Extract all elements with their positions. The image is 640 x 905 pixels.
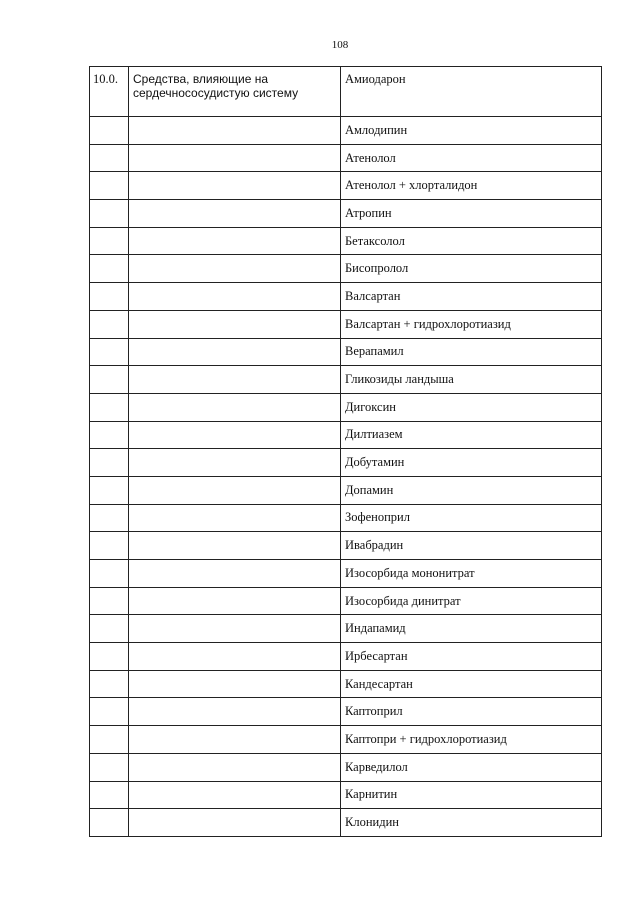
- empty-group-cell: [129, 421, 341, 449]
- table-row: [90, 587, 602, 615]
- empty-group-cell: [129, 449, 341, 477]
- table-row: [90, 615, 602, 643]
- drug-name: Бисопролол: [341, 255, 602, 283]
- empty-number-cell: [90, 587, 129, 615]
- empty-number-cell: [90, 670, 129, 698]
- empty-number-cell: [90, 615, 129, 643]
- table-row: [90, 310, 602, 338]
- empty-number-cell: [90, 283, 129, 311]
- drug-name: Ивабрадин: [341, 532, 602, 560]
- empty-group-cell: [129, 310, 341, 338]
- empty-group-cell: [129, 643, 341, 671]
- drug-name: Клонидин: [341, 809, 602, 837]
- table-row: [90, 393, 602, 421]
- drug-name: Валсартан + гидрохлоротиазид: [341, 310, 602, 338]
- table-row: [90, 643, 602, 671]
- empty-group-cell: [129, 476, 341, 504]
- empty-number-cell: [90, 809, 129, 837]
- drug-name: Изосорбида мононитрат: [341, 560, 602, 588]
- drug-name: Изосорбида динитрат: [341, 587, 602, 615]
- table-row: [90, 144, 602, 172]
- drug-name: Бетаксолол: [341, 227, 602, 255]
- table-row: [90, 366, 602, 394]
- drug-name: Амиодарон: [341, 67, 602, 117]
- drug-name: Зофеноприл: [341, 504, 602, 532]
- table-row: [90, 753, 602, 781]
- empty-group-cell: [129, 117, 341, 145]
- empty-number-cell: [90, 117, 129, 145]
- empty-number-cell: [90, 643, 129, 671]
- table-row: [90, 283, 602, 311]
- empty-number-cell: [90, 504, 129, 532]
- empty-number-cell: [90, 753, 129, 781]
- empty-number-cell: [90, 698, 129, 726]
- empty-number-cell: [90, 255, 129, 283]
- table-row: [90, 670, 602, 698]
- empty-number-cell: [90, 532, 129, 560]
- empty-group-cell: [129, 255, 341, 283]
- empty-number-cell: [90, 200, 129, 228]
- drug-name: Гликозиды ландыша: [341, 366, 602, 394]
- drug-name: Атенолол: [341, 144, 602, 172]
- table-row: [90, 726, 602, 754]
- table-row: [90, 255, 602, 283]
- drug-name: Кандесартан: [341, 670, 602, 698]
- empty-group-cell: [129, 200, 341, 228]
- empty-number-cell: [90, 227, 129, 255]
- drug-name: Добутамин: [341, 449, 602, 477]
- drug-name: Карведилол: [341, 753, 602, 781]
- table-row: [90, 809, 602, 837]
- empty-group-cell: [129, 227, 341, 255]
- drug-name: Каптопри + гидрохлоротиазид: [341, 726, 602, 754]
- empty-group-cell: [129, 560, 341, 588]
- empty-group-cell: [129, 726, 341, 754]
- empty-group-cell: [129, 172, 341, 200]
- section-number: 10.0.: [90, 67, 129, 117]
- empty-number-cell: [90, 781, 129, 809]
- empty-number-cell: [90, 726, 129, 754]
- empty-group-cell: [129, 781, 341, 809]
- empty-number-cell: [90, 476, 129, 504]
- table-row: [90, 227, 602, 255]
- table-row: [90, 200, 602, 228]
- empty-number-cell: [90, 310, 129, 338]
- table-row: [90, 67, 602, 117]
- table-row: [90, 476, 602, 504]
- empty-group-cell: [129, 283, 341, 311]
- drug-name: Амлодипин: [341, 117, 602, 145]
- table-row: [90, 117, 602, 145]
- empty-number-cell: [90, 144, 129, 172]
- drug-name: Дигоксин: [341, 393, 602, 421]
- empty-number-cell: [90, 393, 129, 421]
- group-name: Средства, влияющие на сердечнососудистую систему: [129, 67, 341, 117]
- empty-number-cell: [90, 449, 129, 477]
- table-row: [90, 504, 602, 532]
- empty-group-cell: [129, 670, 341, 698]
- drug-name: Верапамил: [341, 338, 602, 366]
- drug-name: Дилтиазем: [341, 421, 602, 449]
- drug-name: Валсартан: [341, 283, 602, 311]
- table-row: [90, 532, 602, 560]
- table-row: [90, 421, 602, 449]
- empty-group-cell: [129, 393, 341, 421]
- table-row: [90, 172, 602, 200]
- drug-table: [89, 66, 602, 837]
- table-row: [90, 338, 602, 366]
- empty-number-cell: [90, 172, 129, 200]
- empty-group-cell: [129, 504, 341, 532]
- empty-group-cell: [129, 144, 341, 172]
- empty-group-cell: [129, 615, 341, 643]
- drug-name: Индапамид: [341, 615, 602, 643]
- drug-name: Атенолол + хлорталидон: [341, 172, 602, 200]
- drug-name: Каптоприл: [341, 698, 602, 726]
- empty-number-cell: [90, 421, 129, 449]
- drug-name: Атропин: [341, 200, 602, 228]
- drug-name: Допамин: [341, 476, 602, 504]
- table-row: [90, 698, 602, 726]
- empty-group-cell: [129, 532, 341, 560]
- empty-number-cell: [90, 338, 129, 366]
- empty-group-cell: [129, 587, 341, 615]
- table-row: [90, 560, 602, 588]
- table-row: [90, 449, 602, 477]
- empty-group-cell: [129, 809, 341, 837]
- empty-group-cell: [129, 338, 341, 366]
- drug-name: Ирбесартан: [341, 643, 602, 671]
- table-row: [90, 781, 602, 809]
- page-number: 108: [331, 39, 349, 51]
- empty-group-cell: [129, 753, 341, 781]
- empty-group-cell: [129, 698, 341, 726]
- drug-name: Карнитин: [341, 781, 602, 809]
- empty-number-cell: [90, 560, 129, 588]
- empty-group-cell: [129, 366, 341, 394]
- empty-number-cell: [90, 366, 129, 394]
- drug-table-body: [90, 67, 602, 837]
